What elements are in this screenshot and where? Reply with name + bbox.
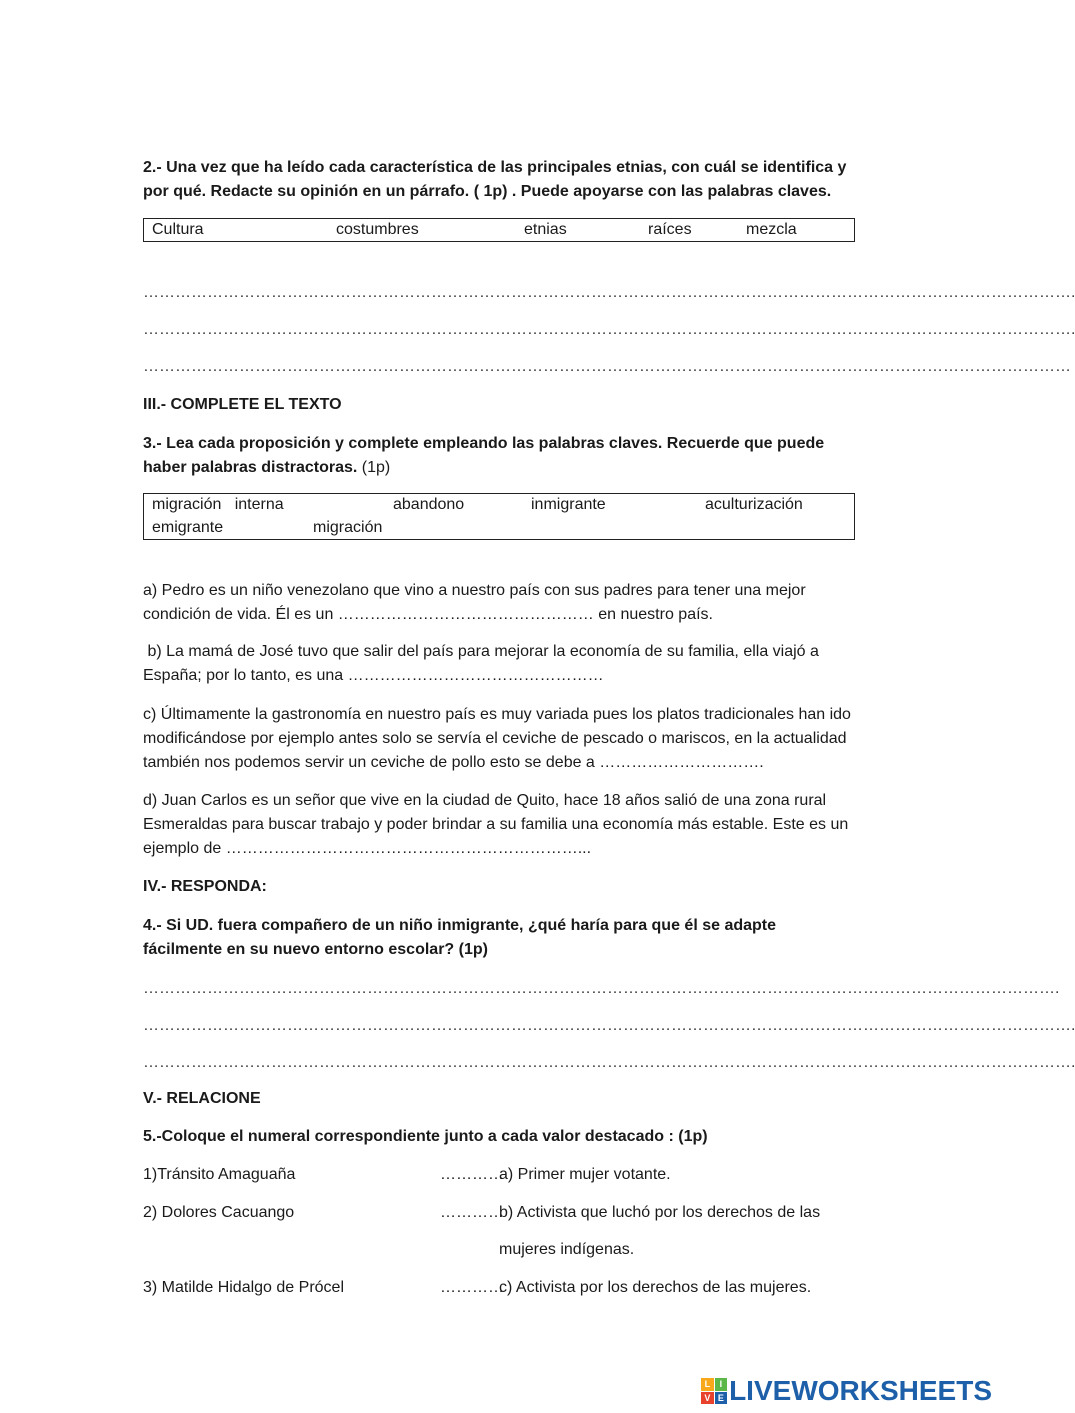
- keyword: costumbres: [336, 221, 419, 238]
- fill-blank[interactable]: …………………………………………: [347, 667, 604, 684]
- keyword: aculturización: [705, 496, 803, 513]
- match-right-item: a) Primer mujer votante.: [499, 1166, 671, 1183]
- section4-heading: IV.- RESPONDA:: [143, 878, 267, 895]
- q3-points: (1p): [361, 459, 391, 476]
- section3-heading: III.- COMPLETE EL TEXTO: [143, 396, 342, 413]
- q4-prompt: 4.- Si UD. fuera compañero de un niño inmigrante, ¿qué haría para que él se adapte fácilmente en su nuevo entorno escolar? (1p): [143, 917, 777, 958]
- logo-letter: E: [715, 1392, 728, 1405]
- liveworksheets-logo[interactable]: [701, 1375, 992, 1407]
- q3-item-c: [143, 703, 857, 775]
- keyword: inmigrante: [531, 496, 606, 513]
- q3-item-d: [143, 789, 857, 861]
- match-right-item: b) Activista que luchó por los derechos de las: [499, 1204, 821, 1221]
- keyword: Cultura: [152, 221, 204, 238]
- match-left-item: 2) Dolores Cacuango: [143, 1204, 295, 1221]
- keyword: migración interna: [152, 496, 284, 513]
- q3-item-a: [143, 579, 857, 627]
- keyword: migración: [313, 519, 383, 536]
- answer-line[interactable]: ………………………………………………………………………………………………………………………………………………………….: [143, 1017, 1075, 1034]
- fill-blank[interactable]: ………………………….: [599, 754, 764, 771]
- item-text: d) Juan Carlos es un señor que vive en la ciudad de Quito, hace 18 años salió de una zona rural Esmeraldas para buscar trabajo y poder brindar a su familia una economía más estable. Este es un ejemplo de: [143, 792, 849, 857]
- fill-blank[interactable]: …………………………………………: [337, 606, 594, 623]
- item-text: b) La mamá de José tuvo que salir del país para mejorar la economía de su familia, ella viajó a España; por lo tanto, es una: [143, 643, 824, 684]
- match-left-item: 3) Matilde Hidalgo de Prócel: [143, 1279, 344, 1296]
- brand-name: LIVEWORKSHEETS: [729, 1375, 992, 1406]
- match-left-item: 1)Tránsito Amaguaña: [143, 1166, 296, 1183]
- answer-line[interactable]: ………………………………………………………………………………………………………………………………………………………….: [143, 284, 1075, 301]
- match-blank[interactable]: …………: [440, 1166, 504, 1183]
- match-blank[interactable]: …………: [440, 1204, 504, 1221]
- keyword: emigrante: [152, 519, 224, 536]
- keyword: mezcla: [746, 221, 797, 238]
- q5-prompt: 5.-Coloque el numeral correspondiente junto a cada valor destacado : (1p): [143, 1128, 708, 1145]
- keyword: raíces: [648, 221, 692, 238]
- q3-prompt-text: 3.- Lea cada proposición y complete empleando las palabras claves. Recuerde que puede haber palabras distractoras.: [143, 435, 825, 476]
- item-text: en nuestro país.: [593, 606, 713, 623]
- q3-prompt: [143, 432, 857, 480]
- q3-item-b: [143, 640, 857, 688]
- keyword: abandono: [393, 496, 465, 513]
- q2-keyword-box: [143, 218, 855, 242]
- fill-blank[interactable]: …………………………………………………………...: [225, 840, 592, 857]
- liveworksheets-logo-icon: [701, 1378, 727, 1404]
- q3-keyword-box: [143, 493, 855, 540]
- item-text: c) Últimamente la gastronomía en nuestro país es muy variada pues los platos tradicionales han ido modificándose por ejemplo antes solo se servía el ceviche de pescado o mariscos, en la actualidad también nos podemos servir un ceviche de pollo esto se debe a: [143, 706, 851, 771]
- item-text: a) Pedro es un niño venezolano que vino a nuestro país con sus padres para tener una mejor condición de vida. Él es un: [143, 582, 806, 623]
- match-right-item: c) Activista por los derechos de las mujeres.: [499, 1279, 812, 1296]
- logo-letter: I: [715, 1378, 728, 1391]
- answer-line[interactable]: …………………………………………………………………………………………………………………………………………………………: [143, 358, 1071, 375]
- q2-prompt: 2.- Una vez que ha leído cada característica de las principales etnias, con cuál se identifica y por qué. Redacte su opinión en un párrafo. ( 1p) . Puede apoyarse con las palabras claves.: [143, 159, 847, 200]
- section5-heading: V.- RELACIONE: [143, 1090, 261, 1107]
- logo-letter: L: [701, 1378, 714, 1391]
- match-blank[interactable]: …………: [440, 1279, 504, 1296]
- answer-line[interactable]: ………………………………………………………………………………………………………………………………………………………….: [143, 321, 1075, 338]
- answer-line[interactable]: ……………………………………………………………………………………………………………………………………………………….: [143, 980, 1060, 997]
- keyword: etnias: [524, 221, 567, 238]
- answer-line[interactable]: ………………………………………………………………………………………………………………………………………………………….: [143, 1054, 1075, 1071]
- logo-letter: V: [701, 1392, 714, 1405]
- match-right-item: mujeres indígenas.: [499, 1241, 635, 1258]
